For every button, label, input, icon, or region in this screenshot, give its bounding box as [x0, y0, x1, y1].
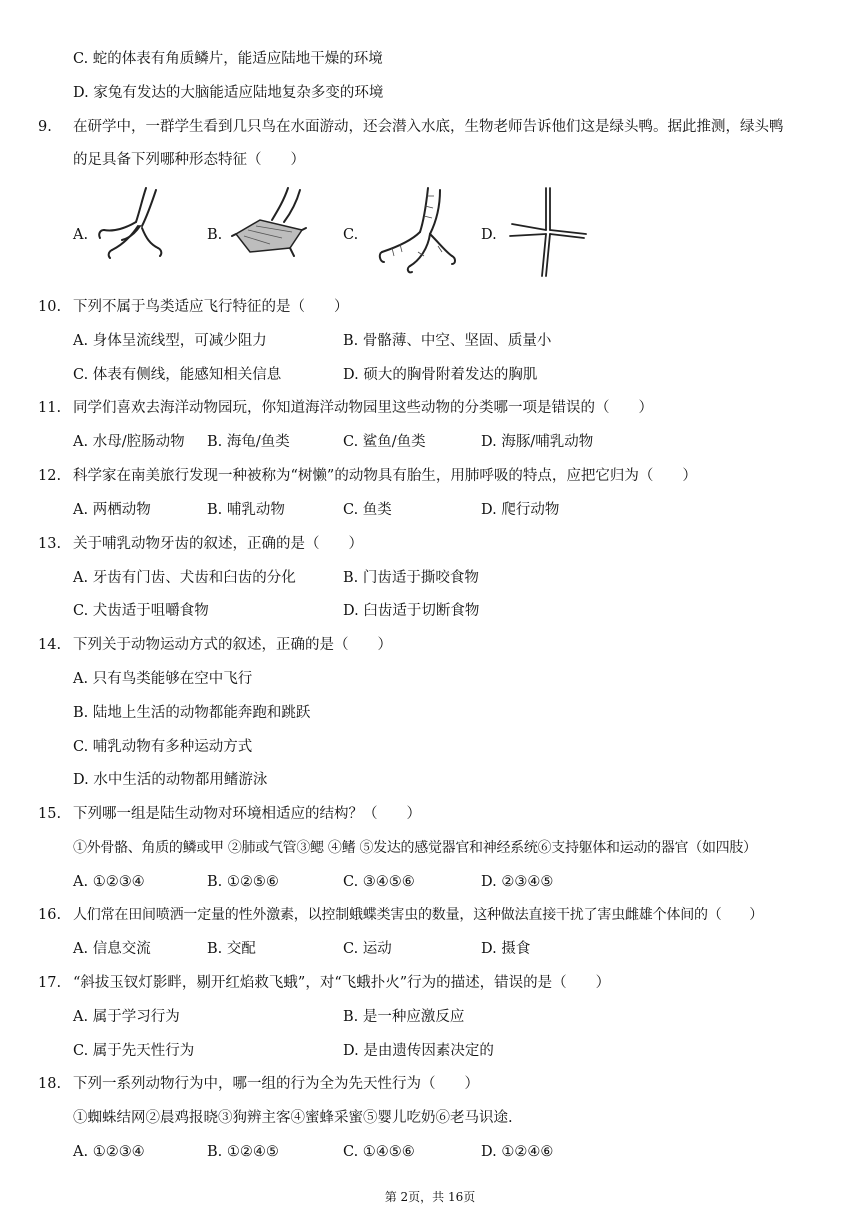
webbed-foot-b-figure	[230, 186, 310, 266]
q9-option-c-label[interactable]: C.	[343, 227, 359, 243]
q17-option-b[interactable]: B. 是一种应激反应	[343, 1009, 465, 1025]
q16-number: 16.	[38, 907, 62, 923]
q16-option-b[interactable]: B. 交配	[207, 941, 256, 957]
q17-option-d[interactable]: D. 是由遗传因素决定的	[343, 1043, 494, 1059]
q17-option-c[interactable]: C. 属于先天性行为	[73, 1043, 195, 1059]
q12-stem: 科学家在南美旅行发现一种被称为“树懒”的动物具有胎生，用肺呼吸的特点，应把它归为（ ）	[73, 468, 697, 484]
q16-option-d[interactable]: D. 摄食	[481, 941, 531, 957]
q17-option-a[interactable]: A. 属于学习行为	[73, 1009, 180, 1025]
q18-items: ①蜘蛛结网②晨鸡报晓③狗辨主客④蜜蜂采蜜⑤婴儿吃奶⑥老马识途.	[73, 1110, 513, 1126]
q16-option-c[interactable]: C. 运动	[343, 941, 392, 957]
q18-option-b[interactable]: B. ①②④⑤	[207, 1144, 279, 1160]
prev-option-c: C. 蛇的体表有角质鳞片，能适应陆地干燥的环境	[73, 51, 383, 67]
q18-stem: 下列一系列动物行为中，哪一组的行为全为先天性行为（ ）	[73, 1076, 479, 1092]
q13-number: 13.	[38, 536, 62, 552]
q14-option-d[interactable]: D. 水中生活的动物都用鳍游泳	[73, 772, 268, 788]
q13-option-c[interactable]: C. 犬齿适于咀嚼食物	[73, 603, 209, 619]
q14-option-c[interactable]: C. 哺乳动物有多种运动方式	[73, 739, 253, 755]
q15-option-b[interactable]: B. ①②⑤⑥	[207, 874, 279, 890]
q13-option-b[interactable]: B. 门齿适于撕咬食物	[343, 570, 479, 586]
q10-stem: 下列不属于鸟类适应飞行特征的是（ ）	[73, 299, 349, 315]
q15-stem: 下列哪一组是陆生动物对环境相适应的结构？（ ）	[73, 806, 421, 822]
q12-number: 12.	[38, 468, 62, 484]
q9-option-b-label[interactable]: B.	[207, 227, 223, 243]
prev-option-d: D. 家兔有发达的大脑能适应陆地复杂多变的环境	[73, 85, 384, 101]
q16-option-a[interactable]: A. 信息交流	[73, 941, 151, 957]
q13-stem: 关于哺乳动物牙齿的叙述，正确的是（ ）	[73, 536, 363, 552]
q12-option-a[interactable]: A. 两栖动物	[73, 502, 151, 518]
q9-stem-line1: 在研学中，一群学生看到几只鸟在水面游动，还会潜入水底，生物老师告诉他们这是绿头鸭。据此推测，绿头鸭	[73, 119, 784, 135]
q17-stem: “斜拔玉钗灯影畔，剔开红焰救飞蛾”，对“飞蛾扑火”行为的描述，错误的是（ ）	[73, 975, 611, 991]
q14-stem: 下列关于动物运动方式的叙述，正确的是（ ）	[73, 637, 392, 653]
q11-option-d[interactable]: D. 海豚/哺乳动物	[481, 434, 594, 450]
q15-items: ①外骨骼、角质的鳞或甲 ②肺或气管③鳃 ④鳍 ⑤发达的感觉器官和神经系统⑥支持躯体和运动的器官（如四肢）	[73, 840, 757, 856]
q9-number: 9.	[38, 119, 52, 135]
q13-option-a[interactable]: A. 牙齿有门齿、犬齿和臼齿的分化	[73, 570, 296, 586]
q18-option-c[interactable]: C. ①④⑤⑥	[343, 1144, 415, 1160]
q10-option-b[interactable]: B. 骨骼薄、中空、坚固、质量小	[343, 333, 552, 349]
q9-stem-line2: 的足具备下列哪种形态特征（ ）	[73, 152, 305, 168]
q15-option-c[interactable]: C. ③④⑤⑥	[343, 874, 415, 890]
q11-option-b[interactable]: B. 海龟/鱼类	[207, 434, 290, 450]
q14-option-b[interactable]: B. 陆地上生活的动物都能奔跑和跳跃	[73, 705, 311, 721]
q11-stem: 同学们喜欢去海洋动物园玩，你知道海洋动物园里这些动物的分类哪一项是错误的（ ）	[73, 400, 653, 416]
q9-option-d-label[interactable]: D.	[481, 227, 497, 243]
page-footer: 第 2页，共 16页	[384, 1190, 476, 1204]
q11-number: 11.	[38, 400, 62, 416]
q18-option-a[interactable]: A. ①②③④	[73, 1144, 145, 1160]
q12-option-b[interactable]: B. 哺乳动物	[207, 502, 285, 518]
q11-option-a[interactable]: A. 水母/腔肠动物	[73, 434, 185, 450]
q11-option-c[interactable]: C. 鲨鱼/鱼类	[343, 434, 426, 450]
q14-number: 14.	[38, 637, 62, 653]
q9-option-a-label[interactable]: A.	[73, 227, 89, 243]
q18-number: 18.	[38, 1076, 62, 1092]
q16-stem: 人们常在田间喷洒一定量的性外激素，以控制蛾蝶类害虫的数量，这种做法直接干扰了害虫雌雄个体间的（ ）	[73, 907, 763, 923]
q15-option-d[interactable]: D. ②③④⑤	[481, 874, 554, 890]
q13-option-d[interactable]: D. 臼齿适于切断食物	[343, 603, 480, 619]
scaled-foot-c-figure	[370, 186, 460, 276]
q10-number: 10.	[38, 299, 62, 315]
webless-claw-foot-a-figure	[90, 186, 170, 266]
q12-option-c[interactable]: C. 鱼类	[343, 502, 392, 518]
q12-option-d[interactable]: D. 爬行动物	[481, 502, 560, 518]
q17-number: 17.	[38, 975, 62, 991]
q15-option-a[interactable]: A. ①②③④	[73, 874, 145, 890]
q10-option-d[interactable]: D. 硕大的胸骨附着发达的胸肌	[343, 367, 538, 383]
q14-option-a[interactable]: A. 只有鸟类能够在空中飞行	[73, 671, 253, 687]
q10-option-c[interactable]: C. 体表有侧线，能感知相关信息	[73, 367, 282, 383]
q10-option-a[interactable]: A. 身体呈流线型，可减少阻力	[73, 333, 267, 349]
thin-toed-foot-d-figure	[506, 186, 590, 280]
q18-option-d[interactable]: D. ①②④⑥	[481, 1144, 554, 1160]
q15-number: 15.	[38, 806, 62, 822]
